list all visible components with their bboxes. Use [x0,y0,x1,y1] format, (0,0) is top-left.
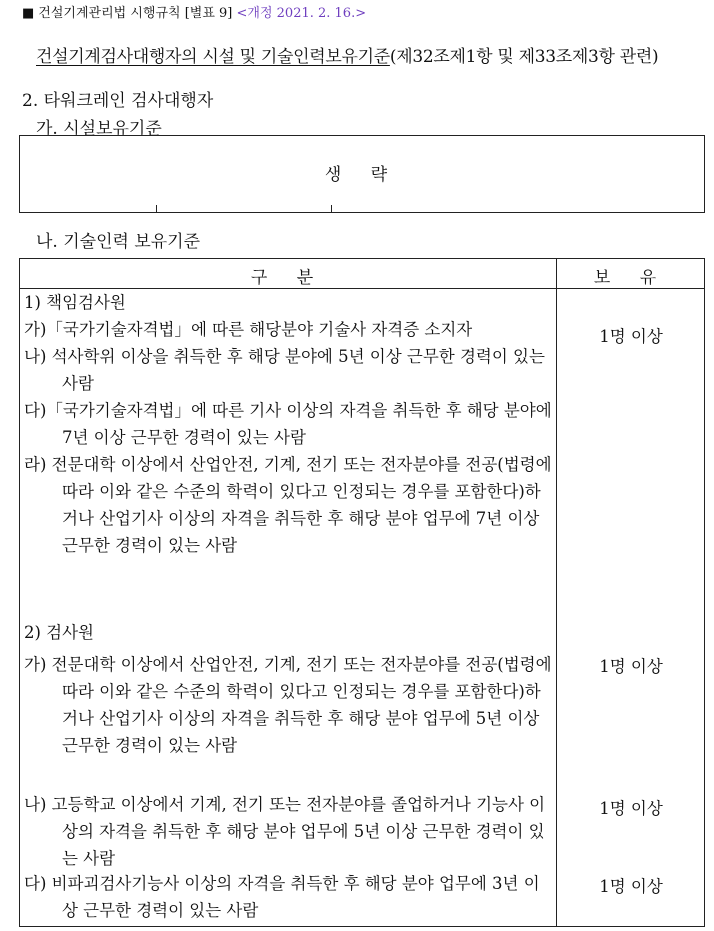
title-main: 건설기계검사대행자의 시설 및 기술인력보유기준 [36,47,390,67]
square-bullet-icon: ■ [22,6,35,21]
column-tick [156,205,157,213]
title-suffix: (제32조제1항 및 제33조제3항 관련) [389,47,659,67]
group-chief-inspector [24,289,552,559]
group-inspector [24,870,552,924]
law-reference: 건설기계관리법 시행규칙 [별표 9] [38,6,233,21]
count-chief-inspector: 1명 이상 [599,327,663,346]
manpower-heading: 나. 기술인력 보유기준 [36,232,201,252]
facilities-heading: 가. 시설보유기준 [36,119,162,139]
manpower-table [19,258,705,927]
list-item: 가) 전문대학 이상에서 산업안전, 기계, 전기 또는 전자분야를 전공(법령에 따라 이와 같은 수준의 학력이 있다고 인정되는 경우를 포함한다)하거나 산업기사 이상의 자격을 취득한 후 해당 분야 업무에 5년 이상 근무한 경력이 있는 사람 [24,655,552,755]
group-label: 1) 책임검사원 [24,293,126,312]
revision-date: <개정 2021. 2. 16.> [236,6,367,21]
list-item: 나) 고등학교 이상에서 기계, 전기 또는 전자분야를 졸업하거나 기능사 이상의 자격을 취득한 후 해당 분야 업무에 5년 이상 근무한 경력이 있는 사람 [24,795,546,868]
list-item: 다) 비파괴검사기능사 이상의 자격을 취득한 후 해당 분야 업무에 3년 이상 근무한 경력이 있는 사람 [24,874,540,920]
group-inspector [24,791,552,872]
document-header [22,2,366,21]
group-inspector [24,651,552,759]
count-inspector-c: 1명 이상 [599,877,663,896]
section-heading: 2. 타워크레인 검사대행자 [22,91,214,111]
col-header-category: 구 분 [250,268,326,288]
count-inspector-b: 1명 이상 [599,799,663,818]
column-tick [331,205,332,213]
document-title [36,42,658,67]
col-header-holding: 보 유 [593,268,669,288]
list-item: 나) 석사학위 이상을 취득한 후 해당 분야에 5년 이상 근무한 경력이 있는 사람 [24,347,545,393]
list-item: 가)「국가기술자격법」에 따른 해당분야 기술사 자격증 소지자 [24,320,473,339]
omitted-note: 생 략 [324,165,400,185]
count-inspector-a: 1명 이상 [599,657,663,676]
group-label: 2) 검사원 [24,623,94,642]
list-item: 다)「국가기술자격법」에 따른 기사 이상의 자격을 취득한 후 해당 분야에 7년 이상 근무한 경력이 있는 사람 [24,401,552,447]
column-divider [556,259,557,926]
list-item: 라) 전문대학 이상에서 산업안전, 기계, 전기 또는 전자분야를 전공(법령에 따라 이와 같은 수준의 학력이 있다고 인정되는 경우를 포함한다)하거나 산업기사 이상의 자격을 취득한 후 해당 분야 업무에 7년 이상 근무한 경력이 있는 사람 [24,455,552,555]
group-inspector-label [24,619,552,646]
facilities-table [19,135,705,213]
